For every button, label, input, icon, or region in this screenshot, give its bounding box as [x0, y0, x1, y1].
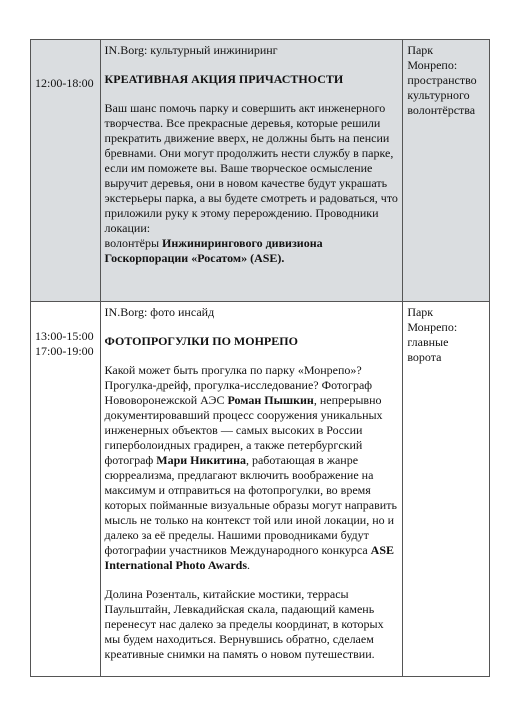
guides-name: Инжинирингового дивизиона Госкорпорации «Росатом» (ASE). — [104, 236, 323, 265]
description-text: волонтёры — [104, 236, 162, 250]
event-description — [105, 101, 399, 266]
event-location: Парк Монрепо: главные ворота — [407, 305, 458, 364]
time-cell — [31, 302, 101, 677]
description-text: , непрерывно документировавший процесс сооружения уникальных инженерных объектов — самых высоких в России гиперболоидных градирен, а также петербургский фотограф — [104, 393, 383, 467]
schedule-table — [30, 39, 490, 677]
description-text: . — [246, 558, 250, 572]
table-row — [31, 40, 490, 302]
description-text: , работающая в жанре сюрреализма, предлагают включить воображение на максимум и отправиться на фотопрогулки, во время которых пойманные визуальные образы могут направить мысль не только на контекст той или иной локации, но и далеко за её пределы. Нашими проводниками будут фотографии участников Международного конкурса — [104, 453, 397, 557]
contest-name: ASE International Photo Awards — [104, 543, 394, 572]
event-category: IN.Borg: культурный инжиниринг — [104, 43, 278, 57]
event-cell — [100, 40, 403, 302]
time-cell — [31, 40, 101, 302]
event-cell — [100, 302, 403, 677]
event-title: КРЕАТИВНАЯ АКЦИЯ ПРИЧАСТНОСТИ — [104, 72, 344, 86]
place-cell — [403, 40, 490, 302]
guide-name: Мари Никитина — [156, 453, 246, 467]
time-slot: 13:00-15:00 — [35, 329, 94, 343]
event-description-continued: Долина Розенталь, китайские мостики, террасы Паульштайн, Левкадийская скала, падающий камень перенесут нас далеко за пределы координат, в которых мы будем находиться. Вернувшись обратно, сделаем креативные снимки на память о новом путешествии. — [104, 587, 384, 661]
place-cell — [403, 302, 490, 677]
event-description — [105, 363, 399, 573]
guide-name: Роман Пышкин — [227, 393, 314, 407]
event-location: Парк Монрепо: пространство культурного волонтёрства — [407, 43, 477, 117]
table-row — [31, 302, 490, 677]
time-slot: 12:00-18:00 — [35, 76, 94, 90]
event-category: IN.Borg: фото инсайд — [104, 305, 215, 319]
description-text: Ваш шанс помочь парку и совершить акт инженерного творчества. Все прекрасные деревья, которые решили прекратить движение вверх, не должны быть на пенсии бревнами. Они могут продолжить нести службу в парке, если им поможете вы. Ваше творческое осмысление выручит деревья, они в новом качестве будут украшать экстерьеры парка, а вы будете смотреть и радоваться, что приложили руку к этому перерождению. Проводники локации: — [104, 101, 398, 235]
time-slot: 17:00-19:00 — [35, 344, 94, 358]
event-title: ФОТОПРОГУЛКИ ПО МОНРЕПО — [104, 334, 298, 348]
description-text: Какой может быть прогулка по парку «Монрепо»? Прогулка-дрейф, прогулка-исследование? Фотограф Нововоронежской АЭС — [104, 363, 373, 407]
